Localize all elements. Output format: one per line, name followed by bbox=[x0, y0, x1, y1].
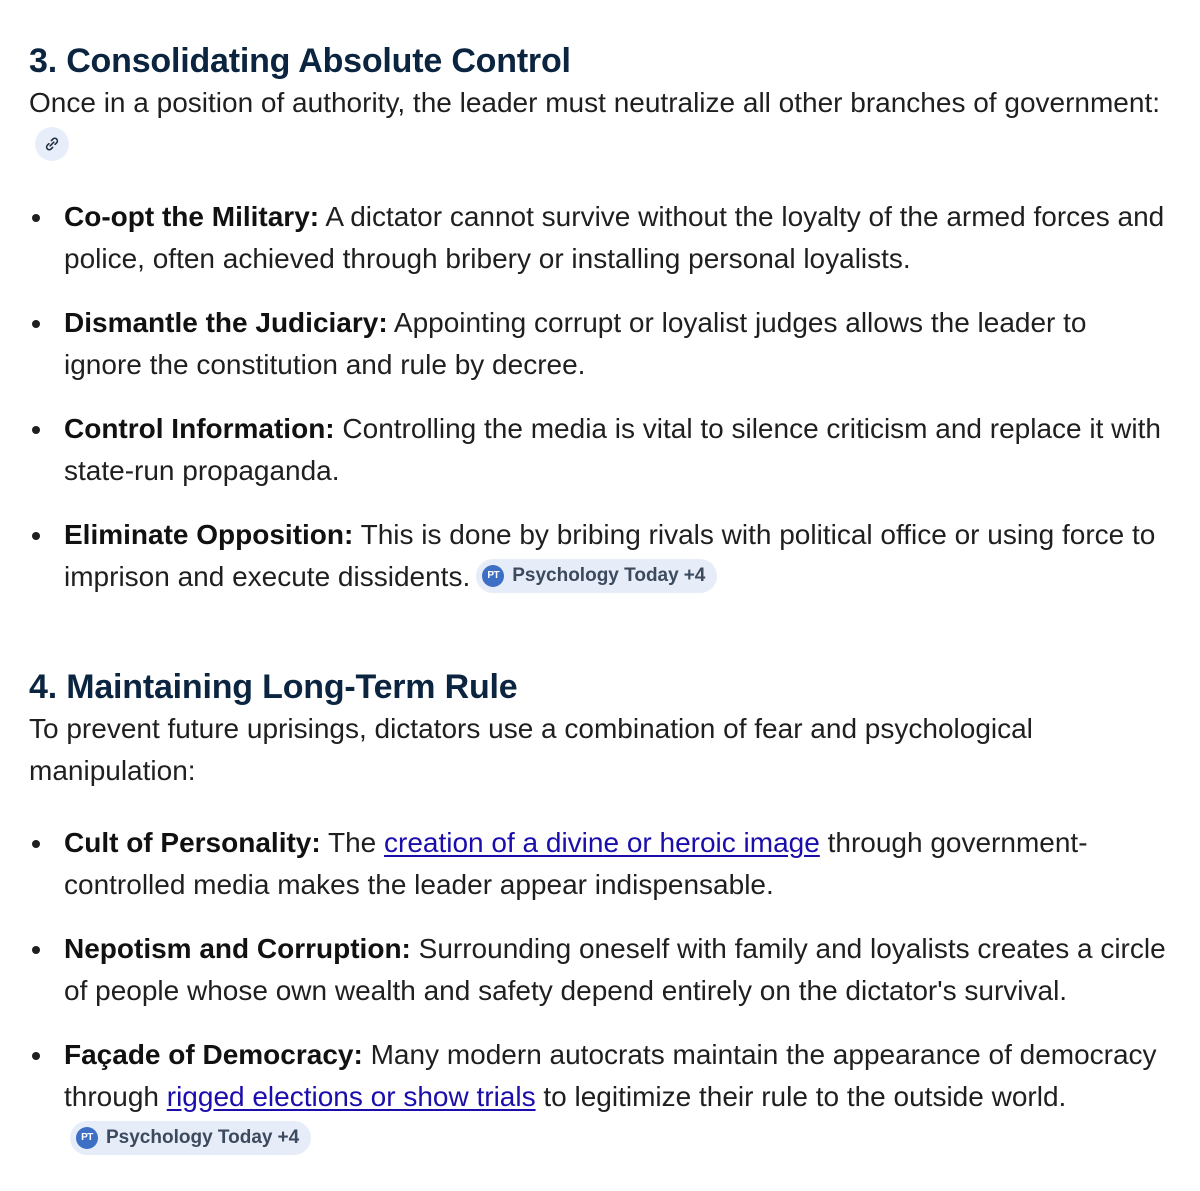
list-item bbox=[29, 928, 1172, 1012]
bullet-list bbox=[29, 822, 1172, 1160]
psychology-today-logo-icon: PT bbox=[76, 1127, 98, 1149]
source-count: +4 bbox=[683, 564, 706, 586]
item-text: Surrounding oneself with family and loyalists creates a circle of people whose own wealth and safety depend entirely on the dictator's survival. bbox=[64, 933, 1166, 1006]
item-text-before: Many modern autocrats maintain the appearance of democracy through bbox=[64, 1039, 1157, 1112]
source-chip[interactable] bbox=[476, 559, 717, 593]
item-term: Nepotism and Corruption: bbox=[64, 933, 411, 964]
item-text-after: to legitimize their rule to the outside world. bbox=[535, 1081, 1067, 1112]
item-text-after: through government-controlled media makes the leader appear indispensable. bbox=[64, 827, 1088, 900]
bullet-dot bbox=[32, 840, 40, 848]
item-term: Cult of Personality: bbox=[64, 827, 321, 858]
item-term: Façade of Democracy: bbox=[64, 1039, 363, 1070]
link-icon[interactable] bbox=[35, 127, 69, 161]
section-intro: To prevent future uprisings, dictators use a combination of fear and psychological manipulation: bbox=[29, 713, 1033, 786]
source-chip[interactable] bbox=[70, 1121, 311, 1155]
psychology-today-logo-icon: PT bbox=[482, 565, 504, 587]
list-item bbox=[29, 514, 1172, 598]
section-heading: 3. Consolidating Absolute Control bbox=[29, 42, 571, 80]
bullet-dot bbox=[32, 1052, 40, 1060]
item-text: Controlling the media is vital to silence criticism and replace it with state-run propaganda. bbox=[64, 413, 1161, 486]
link-icon-glyph bbox=[44, 136, 60, 152]
bullet-dot bbox=[32, 426, 40, 434]
section-heading: 4. Maintaining Long-Term Rule bbox=[29, 668, 518, 706]
bullet-dot bbox=[32, 532, 40, 540]
list-item bbox=[29, 302, 1172, 386]
inline-link[interactable]: creation of a divine or heroic image bbox=[384, 827, 820, 858]
inline-link[interactable]: rigged elections or show trials bbox=[166, 1081, 536, 1112]
bullet-dot bbox=[32, 946, 40, 954]
section-intro bbox=[29, 82, 1172, 166]
item-text: This is done by bribing rivals with political office or using force to imprison and execute dissidents. bbox=[64, 519, 1156, 592]
source-label: Psychology Today bbox=[512, 564, 679, 586]
list-item bbox=[29, 408, 1172, 492]
bullet-dot bbox=[32, 320, 40, 328]
item-text-before: The bbox=[320, 827, 385, 858]
list-item bbox=[29, 1034, 1172, 1160]
item-term: Control Information: bbox=[64, 413, 335, 444]
section-intro-text: Once in a position of authority, the leader must neutralize all other branches of government: bbox=[29, 87, 1161, 118]
item-text: A dictator cannot survive without the loyalty of the armed forces and police, often achieved through bribery or installing personal loyalists. bbox=[64, 201, 1165, 274]
list-item bbox=[29, 822, 1172, 906]
bullet-dot bbox=[32, 214, 40, 222]
bullet-list bbox=[29, 196, 1172, 598]
item-term: Eliminate Opposition: bbox=[64, 519, 354, 550]
item-term: Co-opt the Military: bbox=[64, 201, 320, 232]
source-label: Psychology Today bbox=[106, 1126, 273, 1148]
item-term: Dismantle the Judiciary: bbox=[64, 307, 388, 338]
list-item bbox=[29, 196, 1172, 280]
item-text: Appointing corrupt or loyalist judges allows the leader to ignore the constitution and rule by decree. bbox=[64, 307, 1087, 380]
source-count: +4 bbox=[277, 1126, 300, 1148]
